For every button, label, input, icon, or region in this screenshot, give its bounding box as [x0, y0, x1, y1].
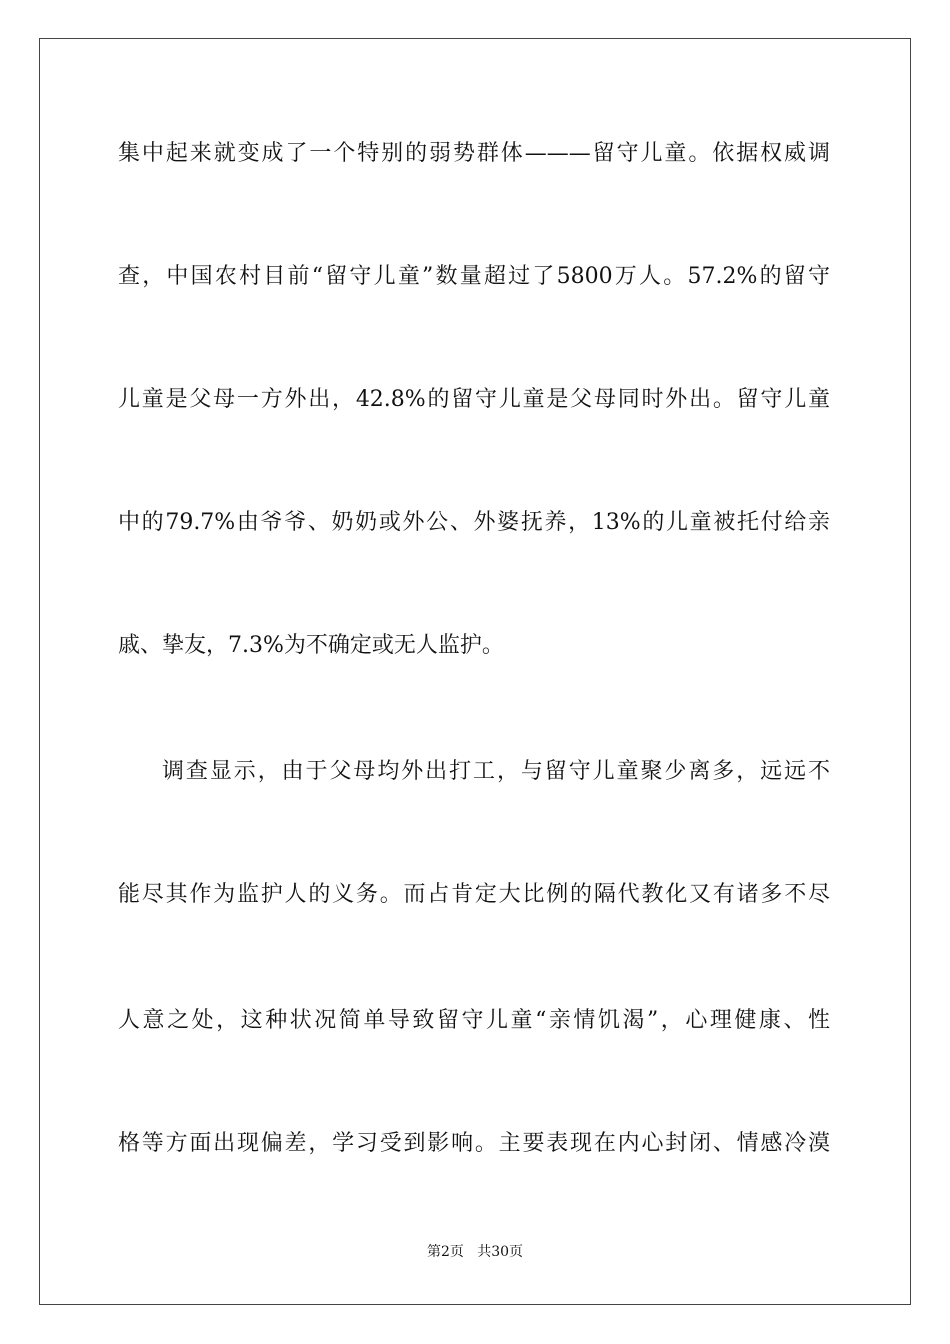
- text-line-7: 能尽其作为监护人的义务。而占肯定大比例的隔代教化又有诸多不尽: [118, 882, 830, 907]
- text-line-3: 儿童是父母一方外出，42.8%的留守儿童是父母同时外出。留守儿童: [118, 387, 830, 412]
- text-line-6: 调查显示，由于父母均外出打工，与留守儿童聚少离多，远远不: [162, 759, 830, 784]
- text-line-1: 集中起来就变成了一个特别的弱势群体———留守儿童。依据权威调: [118, 141, 830, 166]
- page-footer: 第2页 共30页: [426, 1244, 524, 1260]
- text-line-5: 戚、挚友，7.3%为不确定或无人监护。: [118, 633, 504, 658]
- text-line-8: 人意之处，这种状况简单导致留守儿童“亲情饥渴”，心理健康、性: [118, 1008, 830, 1033]
- text-line-4: 中的79.7%由爷爷、奶奶或外公、外婆抚养，13%的儿童被托付给亲: [118, 510, 830, 535]
- page-border: [39, 38, 911, 1305]
- text-line-2: 查，中国农村目前“留守儿童”数量超过了5800万人。57.2%的留守: [118, 264, 830, 289]
- text-line-9: 格等方面出现偏差，学习受到影响。主要表现在内心封闭、情感冷漠: [118, 1131, 830, 1156]
